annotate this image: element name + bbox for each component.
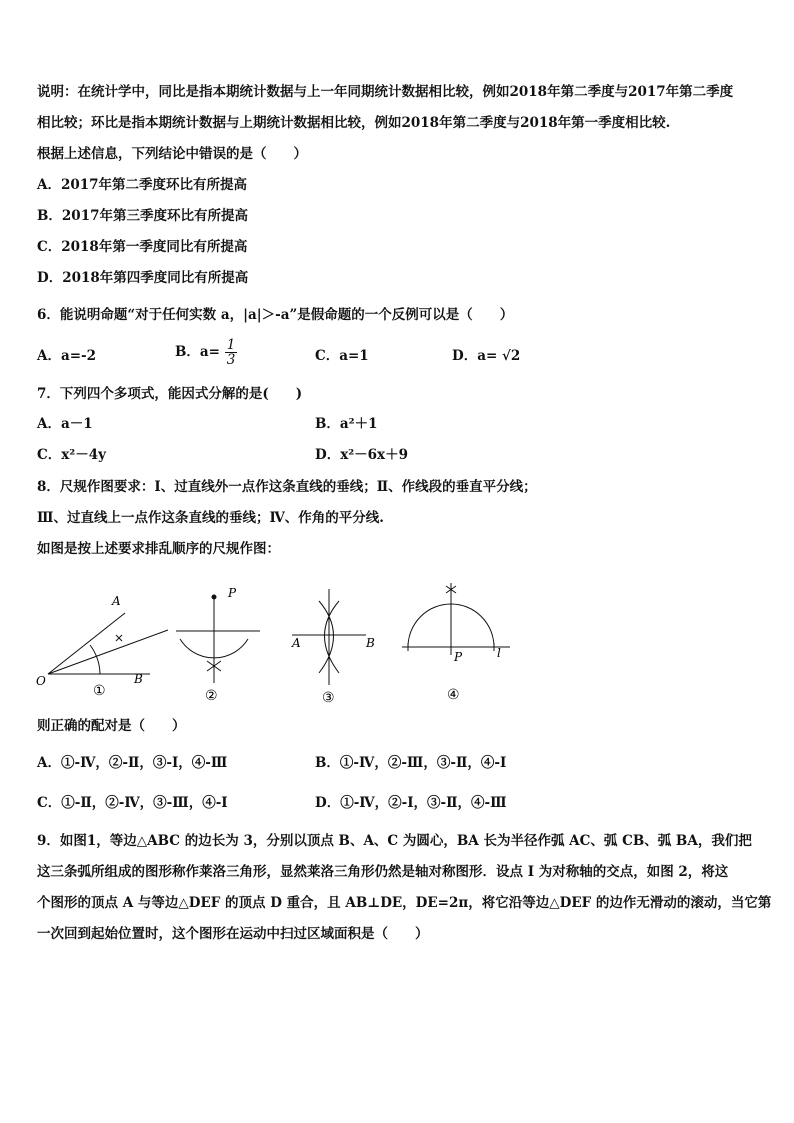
q7-option-a: A．a－1 bbox=[37, 416, 93, 432]
q5-option-c: C．2018年第一季度同比有所提高 bbox=[37, 239, 248, 255]
q6-stem: 6．能说明命题“对于任何实数 a，|a|＞-a”是假命题的一个反例可以是（ ） bbox=[37, 307, 514, 323]
figure-4-perpendicular-on-line bbox=[402, 583, 510, 655]
q9-line1: 9．如图1，等边△ABC 的边长为 3，分别以顶点 B、A、C 为圆心，BA 长为半径作弧 AC、弧 CB、弧 BA，我们把 bbox=[37, 833, 752, 849]
ray-oa bbox=[48, 613, 125, 674]
q9-line3: 个图形的顶点 A 与等边△DEF 的顶点 D 重合，且 AB⊥DE，DE=2π，将它沿等边△DEF 的边作无滑动的滚动，当它第 bbox=[37, 895, 772, 911]
q6-option-a: A．a=-2 bbox=[37, 348, 97, 364]
point-p bbox=[212, 595, 216, 599]
fig2-number: ② bbox=[205, 688, 218, 704]
q8-option-a: A．①-Ⅳ，②-Ⅱ，③-Ⅰ，④-Ⅲ bbox=[37, 755, 228, 771]
fig1-label-o: O bbox=[36, 674, 46, 688]
q8-stem-line1: 8．尺规作图要求：Ⅰ、过直线外一点作这条直线的垂线；Ⅱ、作线段的垂直平分线； bbox=[37, 479, 537, 495]
q5-note-line1: 说明：在统计学中，同比是指本期统计数据与上一年同期统计数据相比较，例如2018年第二季度与2017年第二季度 bbox=[37, 84, 734, 100]
q7-option-d: D．x²－6x＋9 bbox=[315, 447, 409, 463]
figure-2-perpendicular-external bbox=[176, 595, 260, 683]
figure-1-angle-bisector bbox=[48, 613, 168, 674]
bisector-ray bbox=[48, 630, 168, 674]
q6-option-c: C．a=1 bbox=[315, 348, 369, 364]
q8-figures bbox=[30, 575, 550, 710]
q7-option-c: C．x²－4y bbox=[37, 447, 106, 463]
fig4-label-l: l bbox=[497, 646, 501, 660]
q8-option-b: B．①-Ⅳ，②-Ⅲ，③-Ⅱ，④-Ⅰ bbox=[315, 755, 507, 771]
q6-option-b bbox=[175, 338, 237, 367]
arc-mark bbox=[90, 645, 100, 674]
q6-option-b-fraction bbox=[225, 338, 238, 367]
q5-question: 根据上述信息，下列结论中错误的是（ ） bbox=[37, 146, 307, 162]
fig1-number: ① bbox=[93, 683, 106, 699]
q9-line4: 一次回到起始位置时，这个图形在运动中扫过区域面积是（ ） bbox=[37, 926, 429, 942]
q8-stem-line2: Ⅲ、过直线上一点作这条直线的垂线；Ⅳ、作角的平分线. bbox=[37, 510, 384, 526]
q8-stem-line3: 如图是按上述要求排乱顺序的尺规作图： bbox=[37, 541, 280, 557]
q5-note-line2: 相比较；环比是指本期统计数据与上期统计数据相比较，例如2018年第二季度与2018年第一季度相比较. bbox=[37, 115, 671, 131]
q5-option-a: A．2017年第二季度环比有所提高 bbox=[37, 177, 248, 193]
fig4-number: ④ bbox=[447, 687, 460, 703]
q8-option-d: D．①-Ⅳ，②-Ⅰ，③-Ⅱ，④-Ⅲ bbox=[315, 795, 507, 811]
fig2-label-p: P bbox=[228, 586, 237, 600]
q8-option-c: C．①-Ⅱ，②-Ⅳ，③-Ⅲ，④-Ⅰ bbox=[37, 795, 228, 811]
q6-option-d: D．a= √2 bbox=[452, 348, 521, 364]
fig4-label-p: P bbox=[454, 650, 463, 664]
fraction-denominator: 3 bbox=[226, 352, 236, 368]
q5-option-b: B．2017年第三季度环比有所提高 bbox=[37, 208, 248, 224]
q5-option-d: D．2018年第四季度同比有所提高 bbox=[37, 270, 249, 286]
q8-question: 则正确的配对是（ ） bbox=[37, 718, 186, 734]
q7-stem: 7．下列四个多项式，能因式分解的是( ) bbox=[37, 386, 303, 402]
q7-option-b: B．a²＋1 bbox=[315, 416, 378, 432]
q6-option-b-prefix: B．a= bbox=[175, 344, 220, 360]
fig3-label-a: A bbox=[292, 636, 301, 650]
fig3-label-b: B bbox=[366, 636, 375, 650]
fig3-number: ③ bbox=[322, 690, 335, 706]
fig1-label-b: B bbox=[134, 672, 143, 686]
fraction-numerator: 1 bbox=[226, 337, 236, 353]
fig1-label-a: A bbox=[112, 594, 121, 608]
figure-3-perpendicular-bisector bbox=[292, 589, 366, 685]
q9-line2: 这三条弧所组成的图形称作莱洛三角形，显然莱洛三角形仍然是轴对称图形．设点 I 为对称轴的交点，如图 2，将这 bbox=[37, 864, 729, 880]
